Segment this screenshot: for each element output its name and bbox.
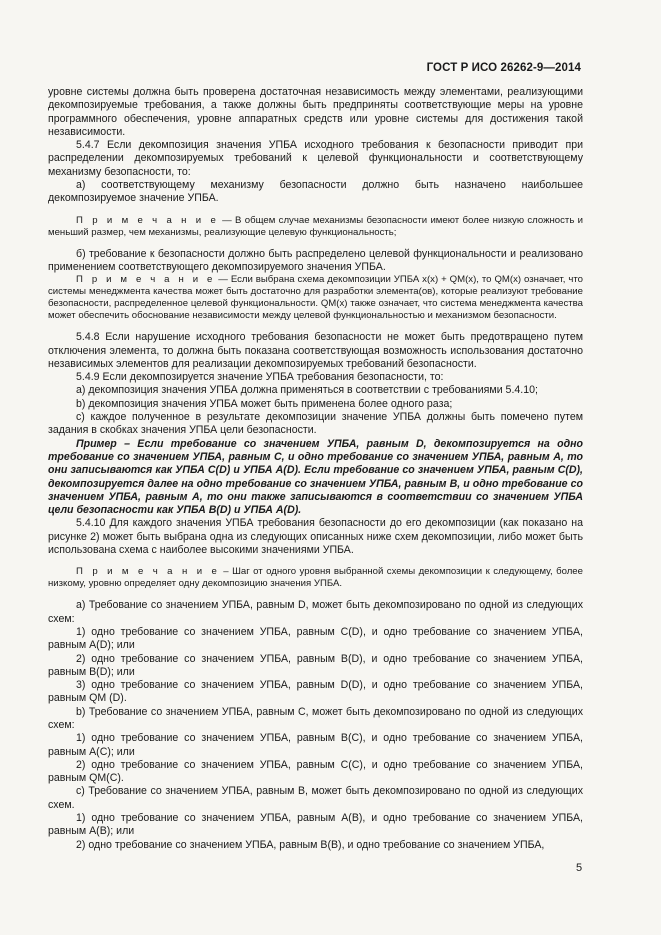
sub-item: 1) одно требование со значением УПБА, равным A(B), и одно требование со значением УПБА, равным A(B); или	[48, 812, 583, 838]
note-3	[48, 566, 583, 590]
sub-item: 1) одно требование со значением УПБА, равным B(C), и одно требование со значением УПБА, равным A(C); или	[48, 732, 583, 758]
paragraph: уровне системы должна быть проверена достаточная независимость между элементами, реализующими декомпозируемые требования, а также должны быть предприняты соответствующие меры на уровне программного обеспечения, уровне аппаратных средств или уровне системы для достижения такой независимости.	[48, 86, 583, 138]
list-item-b: b) Требование со значением УПБА, равным С, может быть декомпозировано по одной из следующих схем:	[48, 705, 583, 731]
note-text: – Шаг от одного уровня выбранной схемы декомпозиции к следующему, более низкому, уровню определяет одну декомпозицию значения УПБА.	[48, 566, 583, 590]
list-item-c: с) Требование со значением УПБА, равным В, может быть декомпозировано по одной из следующих схем.	[48, 785, 583, 811]
note-label: П р и м е ч а н и е	[76, 214, 219, 226]
clause-5-4-10: 5.4.10 Для каждого значения УПБА требования безопасности до его декомпозиции (как показано на рисунке 2) может быть выбрана одна из следующих описанных ниже схем декомпозиции, либо может быть использована схема с наиболее высокими значениями УПБА.	[48, 517, 583, 557]
note-1	[48, 215, 583, 239]
list-item-a: а) декомпозиция значения УПБА должна применяться в соответствии с требованиями 5.4.10;	[76, 384, 538, 397]
clause-5-4-9: 5.4.9 Если декомпозируется значение УПБА требования безопасности, то:	[76, 371, 444, 384]
example-block: Пример – Если требование со значением УПБА, равным D, декомпозируется на одно требование со значением УПБА, равным С, и одно требование со значением УПБА, равным А, то они записываются как УПБА C(D) и УПБА A(D). Если требование со значением УПБА, равным C(D), декомпозируется далее на одно требование со значением УПБА, равным В, и одно требование со значением УПБА, равным А, то они также записываются в соответствии со значением УПБА цели безопасности как УПБА B(D) и УПБА A(D).	[48, 437, 583, 517]
note-label: П р и м е ч а н и е	[76, 274, 216, 286]
clause-5-4-8: 5.4.8 Если нарушение исходного требования безопасности не может быть предотвращено путем отключения элемента, то должна быть показана соответствующая возможность использования достаточно независимых элементов для реализации декомпозируемых требований безопасности.	[48, 331, 583, 370]
document-body	[48, 86, 583, 852]
page-number: 5	[576, 862, 583, 874]
note-label: П р и м е ч а н и е	[76, 566, 220, 578]
note-text: — Если выбрана схема декомпозиции УПБА x(x) + QM(x), то QM(x) означает, что системы менеджмента качества может быть достаточно для разработки элемента(ов), которые реализуют требование безопасности, распределенное целевой функциональности. QM(x) также означает, что система менеджмента качества может обеспечить обоснование независимости между целевой функциональностью и механизмом безопасности.	[48, 274, 583, 322]
sub-item: 2) одно требование со значением УПБА, равным C(C), и одно требование со значением УПБА, равным QM(C).	[48, 758, 583, 785]
list-item-b: б) требование к безопасности должно быть распределено целевой функциональности и реализовано применением соответствующего декомпозируемого значения УПБА.	[48, 247, 583, 273]
sub-item: 3) одно требование со значением УПБА, равным D(D), и одно требование со значением УПБА, равным QM (D).	[48, 679, 583, 705]
list-item-b: b) декомпозиция значения УПБА может быть применена более одного раза;	[76, 397, 453, 410]
sub-item: 2) одно требование со значением УПБА, равным B(D), и одно требование со значением УПБА, равным B(D); или	[48, 652, 583, 678]
list-item-a: а) Требование со значением УПБА, равным D, может быть декомпозировано по одной из следующих схем:	[48, 599, 583, 625]
note-2	[48, 274, 583, 322]
clause-5-4-7: 5.4.7 Если декомпозиция значения УПБА исходного требования к безопасности приводит при распределении декомпозируемых требований к целевой функциональности и соответствующему механизму безопасности, то:	[48, 139, 583, 178]
document-header: ГОСТ Р ИСО 26262-9—2014	[426, 62, 581, 74]
note-text: — В общем случае механизмы безопасности имеют более низкую сложность и меньший размер, чем механизмы, реализующие целевую функциональность;	[48, 214, 584, 238]
sub-item: 2) одно требование со значением УПБА, равным B(B), и одно требование со значением УПБА,	[76, 838, 545, 851]
list-item-c: с) каждое полученное в результате декомпозиции значение УПБА должны быть помечено путем задания в скобках значения УПБА цели безопасности.	[48, 411, 583, 437]
sub-item: 1) одно требование со значением УПБА, равным C(D), и одно требование со значением УПБА, равным A(D); или	[48, 625, 583, 652]
list-item-a: а) соответствующему механизму безопасности должно быть назначено наибольшее декомпозируемое значение УПБА.	[48, 179, 583, 205]
